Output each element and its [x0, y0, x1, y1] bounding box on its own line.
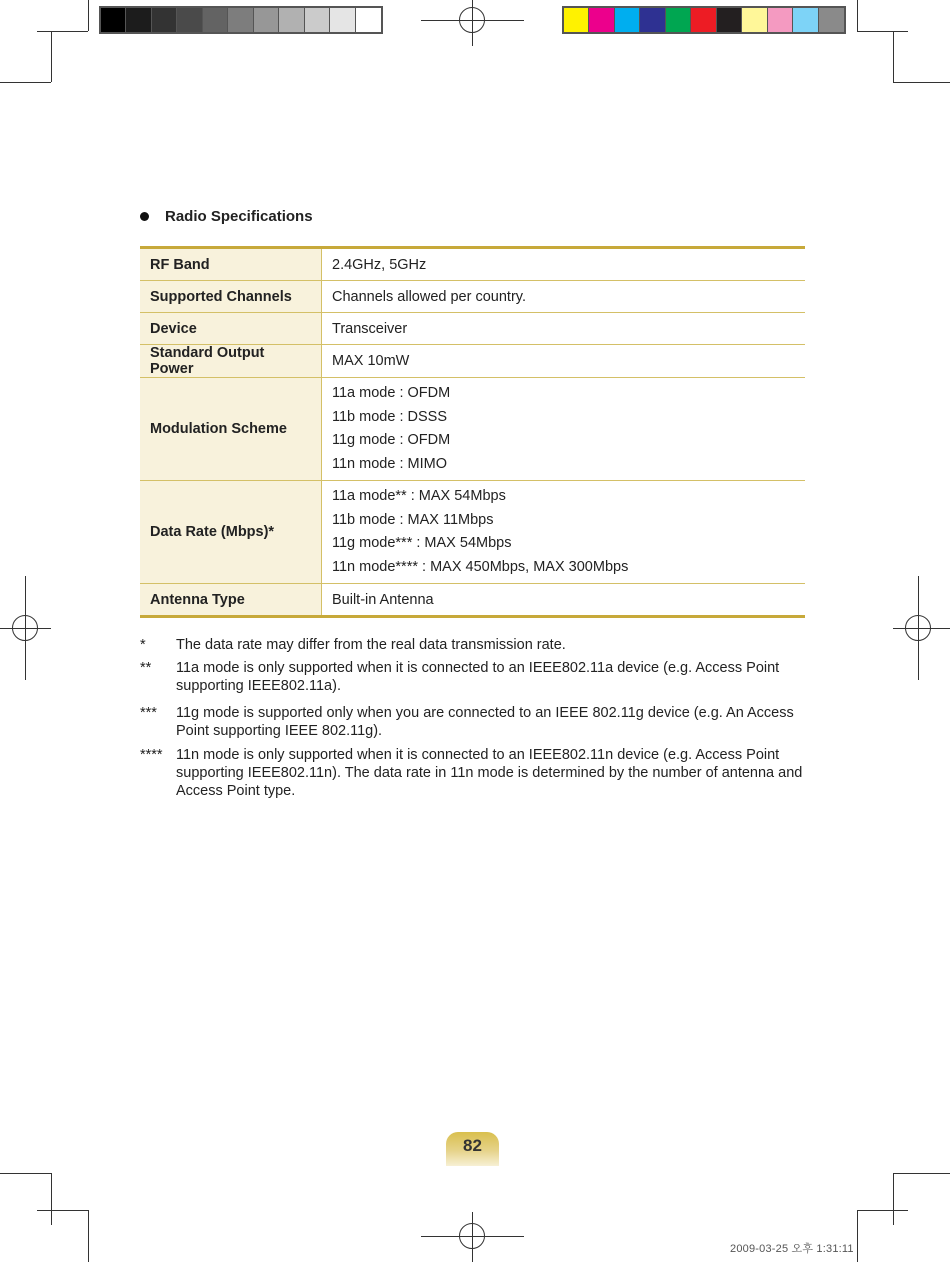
- table-row: [140, 281, 805, 313]
- print-timestamp: 2009-03-25 오후 1:31:11: [730, 1243, 854, 1255]
- crop-mark: [893, 1173, 950, 1174]
- footnote-marker: *: [140, 637, 146, 653]
- footnote: [140, 746, 805, 800]
- footnote-text: 11n mode is only supported when it is connected to an IEEE802.11n device (e.g. Access Point supporting IEEE802.11n). The data rate in 11n mode is determined by the number of antenna and Access Point type.: [176, 747, 803, 799]
- spec-value: Built-in Antenna: [332, 591, 434, 608]
- spec-value: [322, 481, 806, 584]
- section-heading: [140, 208, 313, 225]
- footnote: [140, 659, 805, 695]
- color-swatch: [279, 8, 304, 32]
- footnote-marker: ****: [140, 747, 163, 763]
- section-title: Radio Specifications: [165, 208, 313, 225]
- footnote: [140, 704, 805, 740]
- spec-value-line: 11a mode : OFDM: [332, 385, 451, 401]
- color-swatch: [589, 8, 614, 32]
- footnote-marker: **: [140, 660, 152, 676]
- color-swatch: [152, 8, 177, 32]
- spec-label: Data Rate (Mbps)*: [140, 481, 322, 584]
- crop-mark: [88, 0, 89, 31]
- crop-mark: [88, 1210, 89, 1262]
- footnotes: [140, 636, 805, 800]
- footnote-text: 11g mode is supported only when you are connected to an IEEE 802.11g device (e.g. An Access Point supporting IEEE 802.11g).: [176, 705, 794, 739]
- spec-value: 2.4GHz, 5GHz: [322, 248, 806, 281]
- spec-value: MAX 10mW: [322, 345, 806, 378]
- crop-mark: [893, 1173, 894, 1225]
- process-color-bar: [562, 6, 846, 34]
- color-swatch: [640, 8, 665, 32]
- color-swatch: [793, 8, 818, 32]
- color-swatch: [254, 8, 279, 32]
- spec-value: Channels allowed per country.: [322, 281, 806, 313]
- color-swatch: [203, 8, 228, 32]
- table-row: [140, 481, 805, 584]
- crop-mark: [37, 31, 88, 32]
- footnote: [140, 636, 805, 654]
- table-row: [140, 248, 805, 281]
- table-row: [140, 313, 805, 345]
- crop-mark: [0, 1173, 51, 1174]
- bullet-icon: [140, 212, 149, 221]
- spec-value-line: 11b mode : DSSS: [332, 408, 447, 425]
- spec-label: RF Band: [140, 248, 322, 281]
- spec-label: Supported Channels: [140, 281, 322, 313]
- color-swatch: [742, 8, 767, 32]
- color-swatch: [666, 8, 691, 32]
- color-swatch: [564, 8, 589, 32]
- spec-label: Standard Output Power: [140, 345, 322, 378]
- footnote-marker: ***: [140, 705, 157, 721]
- color-swatch: [126, 8, 151, 32]
- color-swatch: [305, 8, 330, 32]
- table-row: [140, 378, 805, 481]
- footnote-text: 11a mode is only supported when it is connected to an IEEE802.11a device (e.g. Access Point supporting IEEE802.11a).: [176, 660, 780, 694]
- radio-specifications-table: [140, 246, 805, 618]
- color-swatch: [691, 8, 716, 32]
- crop-mark: [857, 31, 908, 32]
- color-swatch: [330, 8, 355, 32]
- spec-value-line: 11g mode : OFDM: [332, 432, 451, 448]
- color-swatch: [101, 8, 126, 32]
- color-swatch: [615, 8, 640, 32]
- table-row: [140, 584, 805, 617]
- page-number: 82: [446, 1132, 499, 1166]
- color-swatch: [717, 8, 742, 32]
- spec-label: Modulation Scheme: [140, 378, 322, 481]
- table-row: [140, 345, 805, 378]
- color-swatch: [228, 8, 253, 32]
- crop-mark: [857, 0, 858, 31]
- spec-label: Device: [140, 313, 322, 345]
- crop-mark: [51, 31, 52, 82]
- spec-value-line: 11g mode*** : MAX 54Mbps: [332, 535, 512, 551]
- color-swatch: [356, 8, 381, 32]
- footnote-text: The data rate may differ from the real data transmission rate.: [176, 637, 566, 653]
- spec-label: Antenna Type: [140, 584, 322, 617]
- grayscale-color-bar: [99, 6, 383, 34]
- spec-value: Transceiver: [322, 313, 806, 345]
- color-swatch: [177, 8, 202, 32]
- spec-value-line: 11n mode**** : MAX 450Mbps, MAX 300Mbps: [332, 558, 629, 575]
- color-swatch: [768, 8, 793, 32]
- crop-mark: [0, 82, 51, 83]
- spec-value-line: 11b mode : MAX 11Mbps: [332, 511, 494, 528]
- spec-value-line: 11a mode** : MAX 54Mbps: [332, 488, 506, 504]
- crop-mark: [893, 31, 894, 82]
- spec-value-line: 11n mode : MIMO: [332, 455, 447, 472]
- crop-mark: [857, 1210, 858, 1262]
- spec-value: [322, 378, 806, 481]
- crop-mark: [51, 1173, 52, 1225]
- crop-mark: [857, 1210, 908, 1211]
- crop-mark: [893, 82, 950, 83]
- crop-mark: [37, 1210, 88, 1211]
- color-swatch: [819, 8, 844, 32]
